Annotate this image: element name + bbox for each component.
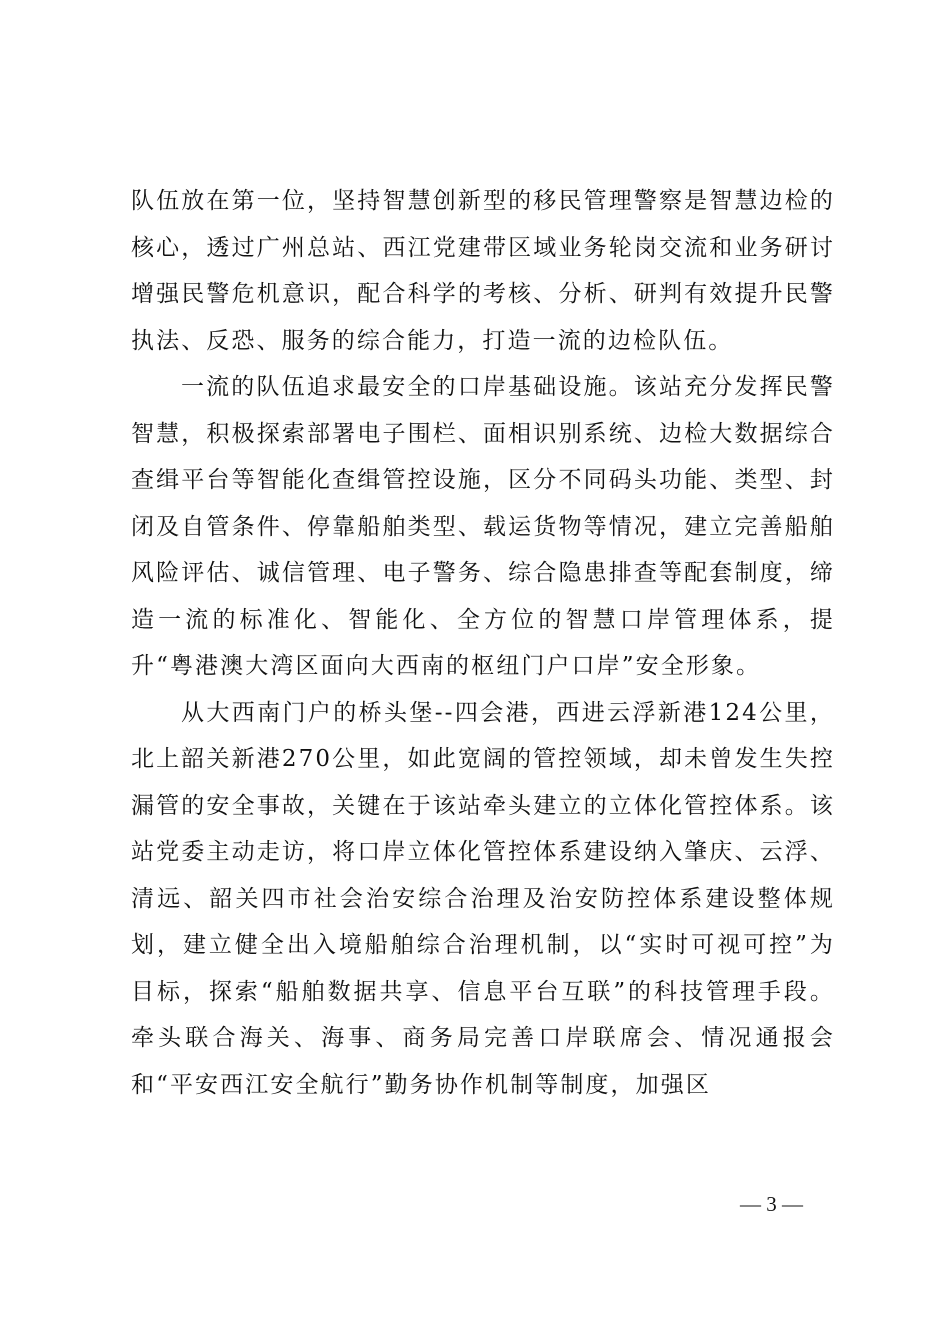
paragraph-1: 队伍放在第一位，坚持智慧创新型的移民管理警察是智慧边检的核心，透过广州总站、西江党建带区域业务轮岗交流和业务研讨增强民警危机意识，配合科学的考核、分析、研判有效提升民警执法、反恐、服务的综合能力，打造一流的边检队伍。 (131, 188, 835, 354)
document-body (131, 178, 835, 1108)
paragraph-3: 从大西南门户的桥头堡--四会港，西进云浮新港124公里，北上韶关新港270公里，如此宽阔的管控领域，却未曾发生失控漏管的安全事故，关键在于该站牵头建立的立体化管控体系。该站党委主动走访，将口岸立体化管控体系建设纳入肇庆、云浮、清远、韶关四市社会治安综合治理及治安防控体系建设整体规划，建立健全出入境船舶综合治理机制，以“实时可视可控”为目标，探索“船舶数据共享、信息平台互联”的科技管理手段。牵头联合海关、海事、商务局完善口岸联席会、情况通报会和“平安西江安全航行”勤务协作机制等制度，加强区 (131, 699, 835, 1098)
page-number: — 3 — (740, 1192, 803, 1216)
paragraph-2: 一流的队伍追求最安全的口岸基础设施。该站充分发挥民警智慧，积极探索部署电子围栏、面相识别系统、边检大数据综合查缉平台等智能化查缉管控设施，区分不同码头功能、类型、封闭及自管条件、停靠船舶类型、载运货物等情况，建立完善船舶风险评估、诚信管理、电子警务、综合隐患排查等配套制度，缔造一流的标准化、智能化、全方位的智慧口岸管理体系，提升“粤港澳大湾区面向大西南的枢纽门户口岸”安全形象。 (131, 374, 835, 679)
